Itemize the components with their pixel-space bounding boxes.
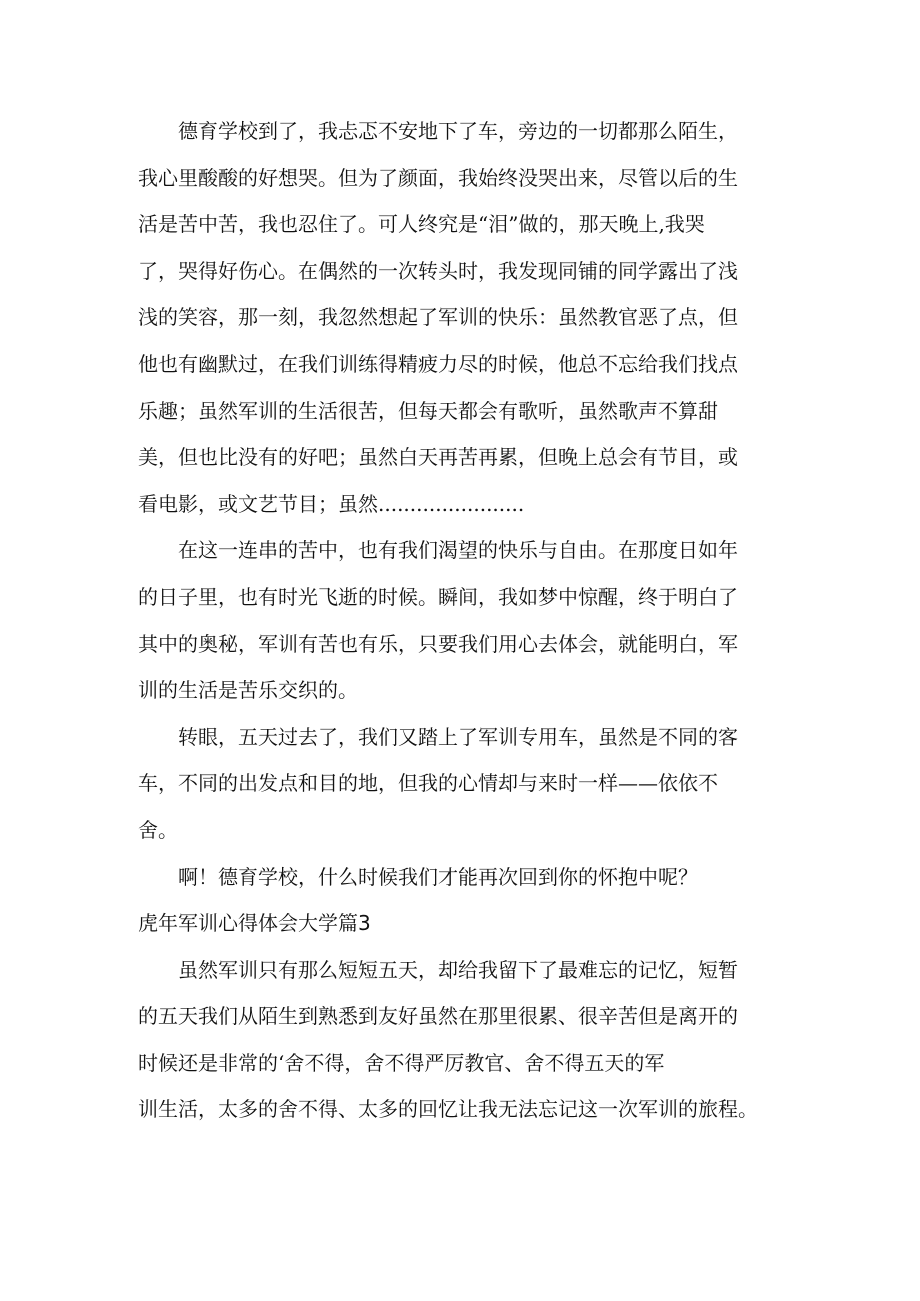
section-heading: 虎年军训心得体会大学篇3 bbox=[138, 911, 371, 936]
paragraph-line: 乐趣；虽然军训的生活很苦，但每天都会有歌听，虽然歌声不算甜 bbox=[138, 398, 718, 423]
paragraph-line: 训的生活是苦乐交织的。 bbox=[138, 678, 358, 703]
paragraph-line: 看电影，或文艺节目；虽然....................... bbox=[138, 491, 525, 516]
paragraph-line: 其中的奥秘，军训有苦也有乐，只要我们用心去体会，就能明白，军 bbox=[138, 631, 738, 656]
paragraph-line: 我心里酸酸的好想哭。但为了颜面，我始终没哭出来，尽管以后的生 bbox=[138, 165, 738, 190]
paragraph-line: 时候还是非常的‘舍不得，舍不得严厉教官、舍不得五天的军 bbox=[138, 1050, 665, 1075]
paragraph-line: 浅的笑容，那一刻，我忽然想起了军训的快乐：虽然教官恶了点，但 bbox=[138, 305, 738, 330]
paragraph-line: 活是苦中苦，我也忍住了。可人终究是“泪”做的，那天晚上,我哭 bbox=[138, 212, 705, 237]
paragraph-line: 训生活，太多的舍不得、太多的回忆让我无法忘记这一次军训的旅程。 bbox=[138, 1097, 758, 1122]
paragraph-line: 啊！德育学校，什么时候我们才能再次回到你的怀抱中呢？ bbox=[178, 864, 698, 889]
paragraph-line: 转眼，五天过去了，我们又踏上了军训专用车，虽然是不同的客 bbox=[178, 724, 738, 749]
paragraph-line: 虽然军训只有那么短短五天，却给我留下了最难忘的记忆，短暂 bbox=[178, 957, 738, 982]
paragraph-line: 美，但也比没有的好吧；虽然白天再苦再累，但晚上总会有节目，或 bbox=[138, 445, 738, 470]
document-body bbox=[138, 108, 798, 1133]
paragraph-line: 的五天我们从陌生到熟悉到友好虽然在那里很累、很辛苦但是离开的 bbox=[138, 1004, 738, 1029]
paragraph-line: 他也有幽默过，在我们训练得精疲力尽的时候，他总不忘给我们找点 bbox=[138, 351, 738, 376]
paragraph-line: 了，哭得好伤心。在偶然的一次转头时，我发现同铺的同学露出了浅 bbox=[138, 258, 738, 283]
paragraph-line: 德育学校到了，我忐忑不安地下了车，旁边的一切都那么陌生， bbox=[178, 119, 738, 143]
paragraph-line: 舍。 bbox=[138, 817, 178, 842]
paragraph-line: 在这一连串的苦中，也有我们渴望的快乐与自由。在那度日如年 bbox=[178, 538, 738, 563]
paragraph-line: 的日子里，也有时光飞逝的时候。瞬间，我如梦中惊醒，终于明白了 bbox=[138, 584, 738, 609]
paragraph-line: 车，不同的出发点和目的地，但我的心情却与来时一样——依依不 bbox=[138, 771, 718, 796]
